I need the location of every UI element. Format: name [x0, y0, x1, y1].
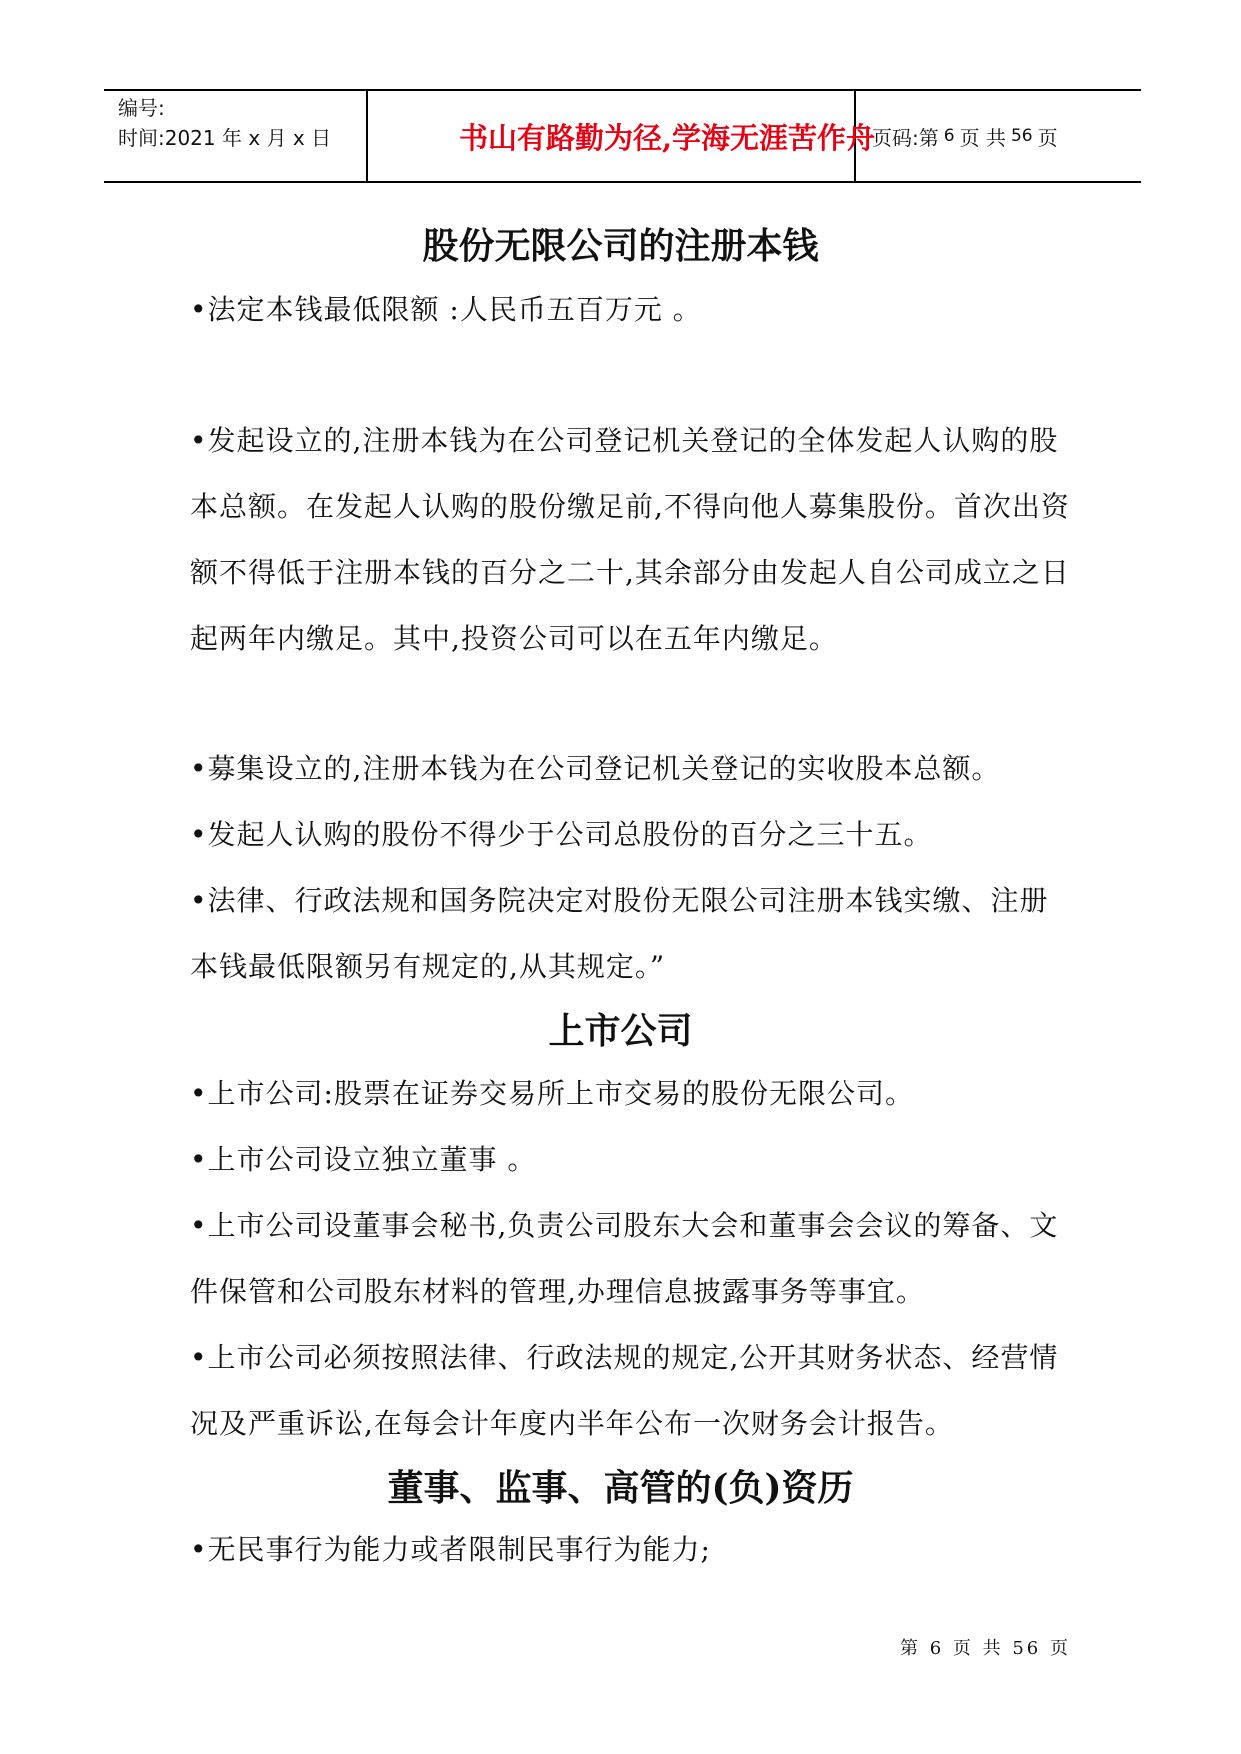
- page-code-current: 6: [943, 126, 955, 146]
- paragraph: •上市公司必须按照法律、行政法规的规定,公开其财务状态、经营情况及严重诉讼,在每会计年度内半年公布一次财务会计报告。: [190, 1341, 1059, 1440]
- page-code-prefix: 页码:第: [872, 125, 939, 150]
- header-divider-left: [366, 89, 368, 183]
- paragraph: •上市公司设立独立董事 。: [190, 1143, 537, 1176]
- page-header: [104, 89, 1141, 183]
- time-label: 时间:2021 年 x 月 x 日: [118, 126, 332, 150]
- section-title-listed-company: 上市公司: [548, 1010, 693, 1052]
- header-motto: 书山有路勤为径,学海无涯苦作舟: [458, 120, 876, 155]
- page-code-suffix: 页: [1037, 125, 1058, 150]
- paragraph: •上市公司:股票在证券交易所上市交易的股份无限公司。: [190, 1077, 914, 1110]
- page-code-total: 56: [1010, 126, 1033, 146]
- paragraph: •发起人认购的股份不得少于公司总股份的百分之三十五。: [190, 818, 933, 851]
- section-title-registered-capital: 股份无限公司的注册本钱: [422, 225, 819, 267]
- paragraph: •上市公司设董事会秘书,负责公司股东大会和董事会会议的筹备、文件保管和公司股东材料的管理,办理信息披露事务等事宜。: [190, 1209, 1059, 1308]
- paragraph: •法定本钱最低限额 :人民币五百万元 。: [190, 293, 702, 326]
- serial-label: 编号:: [118, 96, 165, 120]
- paragraph: •法律、行政法规和国务院决定对股份无限公司注册本钱实缴、注册本钱最低限额另有规定的,从其规定。”: [190, 884, 1049, 983]
- paragraph: •无民事行为能力或者限制民事行为能力;: [190, 1533, 711, 1566]
- page-footer: 第 6 页 共 56 页: [900, 1638, 1071, 1659]
- header-meta: [118, 93, 331, 153]
- page-code-mid: 页 共: [959, 125, 1006, 150]
- header-page-code: [872, 89, 1058, 183]
- paragraph: •发起设立的,注册本钱为在公司登记机关登记的全体发起人认购的股本总额。在发起人认购的股份缴足前,不得向他人募集股份。首次出资额不得低于注册本钱的百分之二十,其余部分由发起人自公司成立之日起两年内缴足。其中,投资公司可以在五年内缴足。: [190, 424, 1070, 655]
- paragraph: •募集设立的,注册本钱为在公司登记机关登记的实收股本总额。: [190, 752, 1001, 785]
- section-title-qualifications: 董事、监事、高管的(负)资历: [387, 1467, 854, 1509]
